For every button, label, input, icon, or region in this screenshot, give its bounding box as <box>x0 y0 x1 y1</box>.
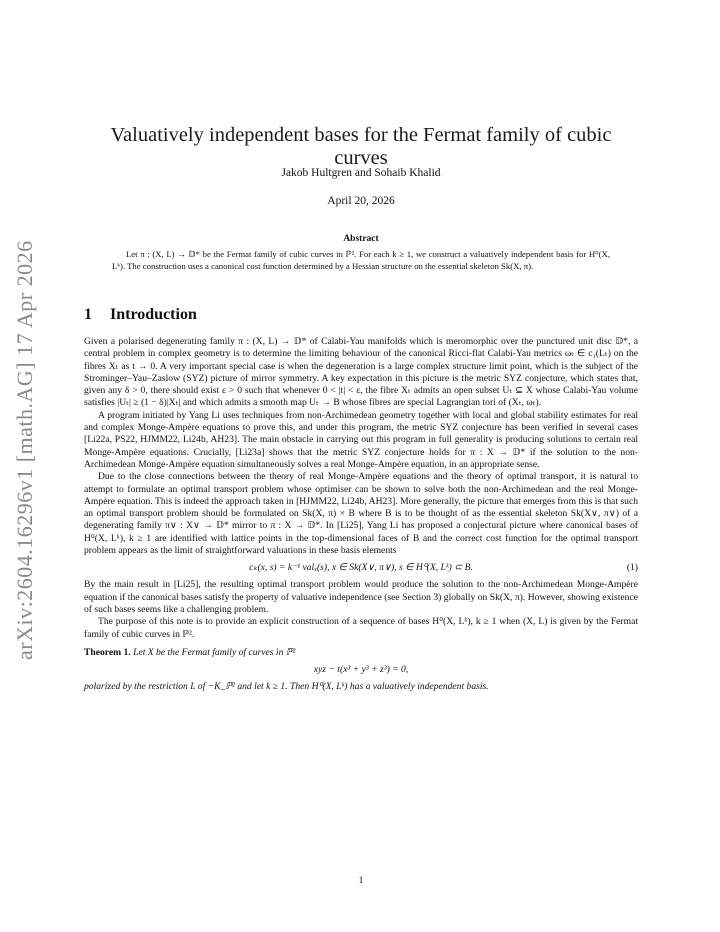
abstract-text: Let π : (X, L) → 𝔻* be the Fermat family of cubic curves in ℙ². For each k ≥ 1, we construct a valuatively independent basis for H⁰(X, Lᵏ). The construction uses a canonical cost function determined by a Hessian structure on the essential skeleton Sk(X, π). <box>112 249 610 272</box>
arxiv-identifier: arXiv:2604.16296v1 [math.AG] 17 Apr 2026 <box>12 240 37 660</box>
section-number: 1 <box>84 306 92 323</box>
equation-1 <box>84 557 638 579</box>
theorem-equation <box>84 659 638 681</box>
paper-title: Valuatively independent bases for the Fermat family of cubic curves <box>110 124 612 169</box>
equation-1-number: (1) <box>626 562 638 574</box>
section-title: Introduction <box>110 306 197 323</box>
paper-date: April 20, 2026 <box>327 195 395 207</box>
theorem-conclusion: polarized by the restriction L of −K_ℙ² and let k ≥ 1. Then H⁰(X, Lᵏ) has a valuatively independent basis. <box>84 681 489 693</box>
paragraph-1: Given a polarised degenerating family π : (X, L) → 𝔻* of Calabi-Yau manifolds which is meromorphic over the punctured unit disc 𝔻*, a central problem in complex geometry is to determine the limiting behaviour of the canonical Ricci-flat Calabi-Yau metrics ωₜ ∈ c₁(Lₜ) on the fibres Xₜ as t → 0. A very important special case is when the degeneration is a large complex structure limit point, which is the subject of the Strominger–Yau–Zaslow (SYZ) picture of mirror symmetry. A key expectation in this picture is the metric SYZ conjecture, which states that, given any δ > 0, there should exist ε > 0 such that whenever 0 < |t| < ε, the fibre Xₜ admits an open subset Uₜ ⊆ X whose Calabi-Yau volume satisfies |Uₜ| ≥ (1 − δ)|Xₜ| and which admits a smooth map Uₜ → B whose fibres are special Lagrangian tori of (Xₜ, ωₜ). <box>84 336 638 409</box>
paragraph-4: By the main result in [Li25], the resulting optimal transport problem would produce the solution to the non-Archimedean Monge-Ampère equation if the canonical bases satisfy the property of valuative independence (see Section 3) globally on Sk(X, π). However, showing existence of such bases seems like a challenging problem. <box>84 579 638 615</box>
section-heading <box>84 306 197 324</box>
introduction-body <box>84 336 638 693</box>
theorem-label: Theorem 1. <box>84 646 131 658</box>
theorem-equation-text: xyz − t(x³ + y³ + z³) = 0, <box>313 664 409 676</box>
theorem-statement: Let X be the Fermat family of curves in ℙ² <box>133 646 296 658</box>
paragraph-3: Due to the close connections between the theory of real Monge-Ampère equations and the theory of optimal transport, it is natural to attempt to formulate an optimal transport problem whose optimiser can be shown to solve both the non-Archimedean and the real Monge-Ampère equation. This is indeed the approach taken in [HJMM22, Li24b, AH23]. More generally, the picture that emerges from this is that such an optimal transport problem should be formulated on Sk(X, π) × B where B is to be thought of as the essential skeleton Sk(X∨, π∨) of a degenerating family π∨ : X∨ → 𝔻* mirror to π : X → 𝔻*. In [Li25], Yang Li has proposed a conjectural picture where canonical bases of H⁰(X, Lᵏ), k ≥ 1 are identified with lattice points in the top-dimensional faces of B and the correct cost function for the optimal transport problem appears as the limit of straightforward valuations in these basis elements <box>84 471 638 557</box>
theorem-1 <box>84 647 638 659</box>
equation-1-text: cₖ(x, s) = k⁻¹ valₓ(s), x ∈ Sk(X∨, π∨), s ∈ H⁰(X, Lᵏ) ⊂ B. <box>249 562 473 574</box>
paragraph-2: A program initiated by Yang Li uses techniques from non-Archimedean geometry together with local and global stability estimates for real and complex Monge-Ampère equations to prove this, and under this program, the metric SYZ conjecture has been verified in several cases [Li22a, PS22, HJMM22, Li24b, AH23]. The main obstacle in carrying out this program in full generality is producing solutions to certain real Monge-Ampère equations. Crucially, [Li23a] shows that the metric SYZ conjecture holds for π : X → 𝔻* if the solution to the non-Archimedean Monge-Ampère equation simultaneously solves a real Monge-Ampère equation, in an appropriate sense. <box>84 409 638 470</box>
paragraph-5: The purpose of this note is to provide an explicit construction of a sequence of bases H⁰(X, Lᵏ), k ≥ 1 when (X, L) is given by the Fermat family of cubic curves in ℙ². <box>84 616 638 640</box>
page-number: 1 <box>358 876 364 886</box>
abstract-heading: Abstract <box>343 234 379 244</box>
paper-authors: Jakob Hultgren and Sohaib Khalid <box>281 167 441 179</box>
